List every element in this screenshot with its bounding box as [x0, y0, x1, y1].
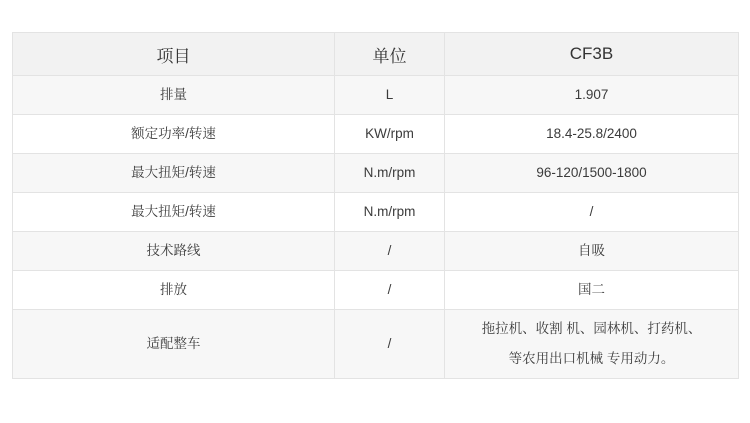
row-value: [445, 193, 739, 232]
value-line: 国二: [578, 281, 605, 297]
value-line: 拖拉机、收割 机、园林机、打药机、: [481, 321, 702, 337]
value-line: /: [589, 203, 594, 219]
row-unit: L: [335, 76, 445, 115]
row-unit: /: [335, 310, 445, 379]
row-label: 最大扭矩/转速: [13, 193, 335, 232]
column-header-model: CF3B: [445, 33, 739, 76]
row-label: 最大扭矩/转速: [13, 154, 335, 193]
row-value: [445, 271, 739, 310]
row-unit: N.m/rpm: [335, 193, 445, 232]
value-line: 96-120/1500-1800: [536, 164, 647, 180]
row-unit: /: [335, 232, 445, 271]
value-line: 18.4-25.8/2400: [546, 125, 637, 141]
table-header-row: [13, 33, 739, 76]
row-label: 排量: [13, 76, 335, 115]
row-unit: /: [335, 271, 445, 310]
row-unit: N.m/rpm: [335, 154, 445, 193]
specification-table: [12, 32, 739, 379]
row-label: 额定功率/转速: [13, 115, 335, 154]
row-value: [445, 310, 739, 379]
row-label: 排放: [13, 271, 335, 310]
table-row: [13, 193, 739, 232]
table-row: [13, 271, 739, 310]
row-label: 技术路线: [13, 232, 335, 271]
row-value: [445, 115, 739, 154]
table-header: [13, 33, 739, 76]
column-header-unit: 单位: [335, 33, 445, 76]
row-value: [445, 76, 739, 115]
table-body: [13, 76, 739, 379]
table-row: [13, 154, 739, 193]
row-unit: KW/rpm: [335, 115, 445, 154]
row-label: 适配整车: [13, 310, 335, 379]
column-header-item: 项目: [13, 33, 335, 76]
table-row: [13, 232, 739, 271]
table-row: [13, 310, 739, 379]
value-line: 等农用出口机械 专用动力。: [508, 350, 675, 366]
value-line: 1.907: [574, 86, 609, 102]
row-value: [445, 232, 739, 271]
row-value: [445, 154, 739, 193]
value-line: 自吸: [578, 242, 605, 258]
table-row: [13, 115, 739, 154]
table-row: [13, 76, 739, 115]
